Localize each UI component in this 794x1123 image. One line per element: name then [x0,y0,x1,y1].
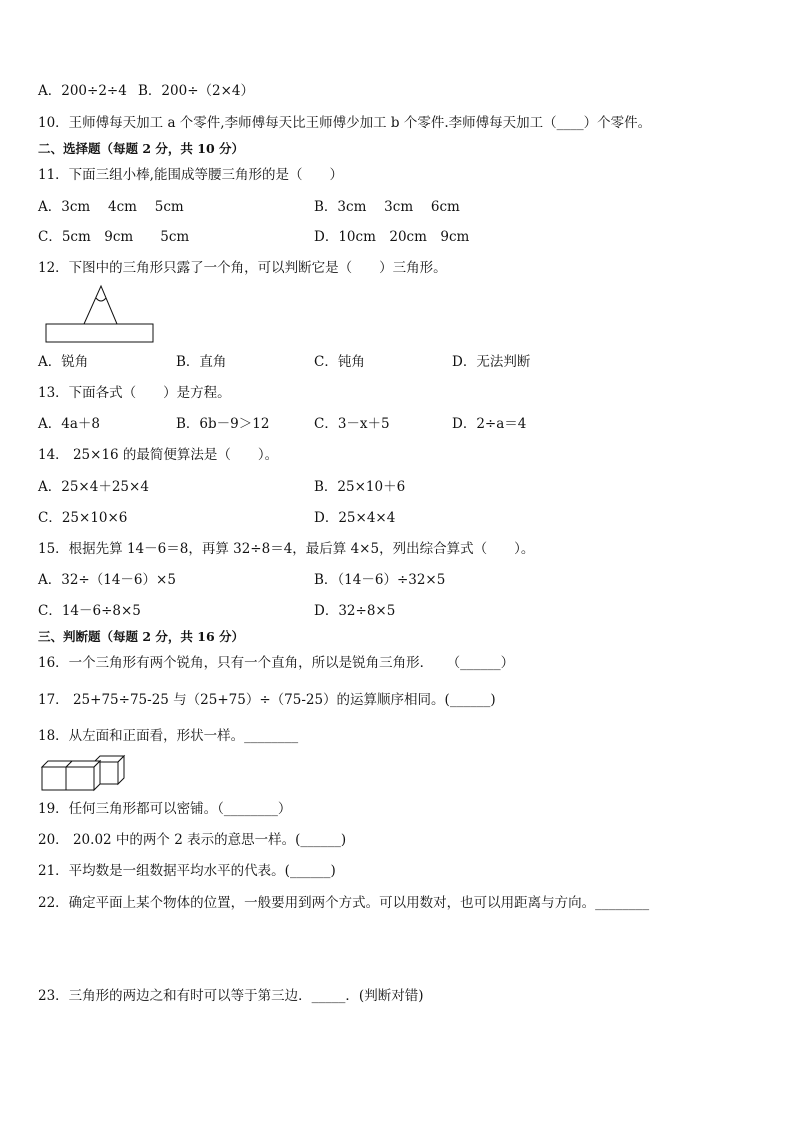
question-18: 18．从左面和正面看，形状一样。________ [38,728,299,744]
q12-option-a: A．锐角 [38,354,89,370]
q12-option-c: C．钝角 [314,354,365,370]
q12-option-b: B．直角 [176,354,227,370]
question-16: 16．一个三角形有两个锐角，只有一个直角，所以是锐角三角形． （______） [38,655,515,671]
q13-option-a: A．4a＋8 [38,416,100,432]
section-3-title: 三、判断题（每题 2 分，共 16 分） [38,629,245,644]
q13-option-b: B．6b－9＞12 [176,416,270,432]
q15-option-a: A．32÷（14－6）×5 [38,572,176,588]
q14-option-d: D．25×4×4 [314,510,396,526]
q11-option-d: D．10cm 20cm 9cm [314,229,470,245]
question-23: 23．三角形的两边之和有时可以等于第三边．_____．(判断对错) [38,988,424,1004]
q15-option-d: D．32÷8×5 [314,603,396,619]
question-15: 15．根据先算 14－6＝8，再算 32÷8＝4，最后算 4×5，列出综合算式（ ）。 [38,541,535,557]
question-11: 11．下面三组小棒,能围成等腰三角形的是（ ） [38,167,343,183]
section-2-title: 二、选择题（每题 2 分，共 10 分） [38,141,245,156]
q11-option-a: A．3cm 4cm 5cm [38,199,184,215]
q14-option-b: B．25×10＋6 [314,479,406,495]
q12-option-d: D．无法判断 [452,354,531,370]
q13-option-d: D．2÷a＝4 [452,416,527,432]
q14-option-c: C．25×10×6 [38,510,128,526]
q11-option-b: B．3cm 3cm 6cm [314,199,460,215]
question-12: 12．下图中的三角形只露了一个角，可以判断它是（ ）三角形。 [38,260,447,276]
question-22: 22．确定平面上某个物体的位置，一般要用到两个方式。可以用数对，也可以用距离与方向。________ [38,895,650,911]
q15-option-c: C．14－6÷8×5 [38,603,141,619]
question-10: 10．王师傅每天加工 a 个零件,李师傅每天比王师傅少加工 b 个零件.李师傅每天加工（____）个零件。 [38,115,652,131]
q9-option-a: A．200÷2÷4 [38,83,127,99]
q13-option-c: C．3－x＋5 [314,416,390,432]
question-17: 17． 25+75÷75-25 与（25+75）÷（75-25）的运算顺序相同。(______) [38,692,496,708]
q11-option-c: C．5cm 9cm 5cm [38,229,190,245]
q15-option-b: B．（14－6）÷32×5 [314,572,446,588]
q9-option-b: B．200÷（2×4） [138,83,254,99]
question-13: 13．下面各式（ ）是方程。 [38,385,231,401]
question-19: 19．任何三角形都可以密铺。（________） [38,801,292,817]
question-21: 21．平均数是一组数据平均水平的代表。(______) [38,863,336,879]
question-14: 14． 25×16 的最简便算法是（ ）。 [38,447,279,463]
question-20: 20． 20.02 中的两个 2 表示的意思一样。(______) [38,832,347,848]
q14-option-a: A．25×4＋25×4 [38,479,149,495]
